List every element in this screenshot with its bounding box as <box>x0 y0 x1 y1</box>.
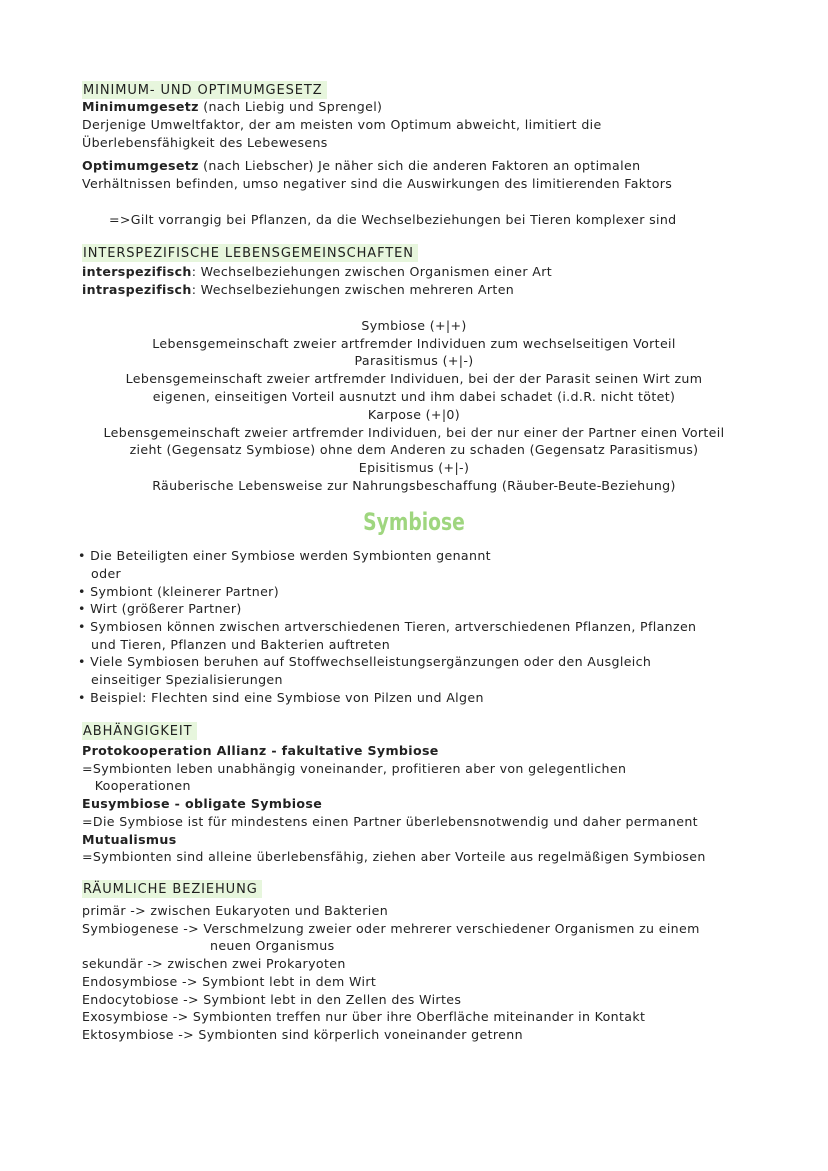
spatial-line: Endocytobiose -> Symbiont lebt in den Zellen des Wirtes <box>82 992 462 1007</box>
optimum-law-text-2: Verhältnissen befinden, umso negativer sind die Auswirkungen des limitierenden Faktors <box>82 176 673 191</box>
eusymbiosis-text: =Die Symbiose ist für mindestens einen Partner überlebensnotwendig und daher permanent <box>82 814 698 829</box>
spatial-line: Ektosymbiose -> Symbionten sind körperlich voneinander getrenn <box>82 1027 523 1042</box>
minimum-law-text-2: Überlebensfähigkeit des Lebewesens <box>82 135 328 150</box>
intraspecific-term: intraspezifisch <box>82 282 192 297</box>
protocooperation-text-1: =Symbionten leben unabhängig voneinander, profitieren aber von gelegentlichen <box>82 761 627 776</box>
spatial-line: Endosymbiose -> Symbiont lebt in dem Wirt <box>82 974 377 989</box>
bullet-item: • Viele Symbiosen beruhen auf Stoffwechselleistungsergänzungen oder den Ausgleich <box>78 654 652 669</box>
minimum-law-source: (nach Liebig und Sprengel) <box>198 99 383 114</box>
bullet-item: • Die Beteiligten einer Symbiose werden Symbionten genannt <box>78 548 491 563</box>
bullet-item: • Symbiosen können zwischen artverschiedenen Tieren, artverschiedenen Pflanzen, Pflanzen <box>78 619 697 634</box>
minimum-law-text-1: Derjenige Umweltfaktor, der am meisten vom Optimum abweicht, limitiert die <box>82 117 602 132</box>
heading-spatial-relation: RÄUMLICHE BEZIEHUNG <box>82 880 262 898</box>
center-line: Lebensgemeinschaft zweier artfremder Individuen, bei der nur einer der Partner einen Vorteil <box>103 425 725 440</box>
center-line: Räuberische Lebensweise zur Nahrungsbeschaffung (Räuber-Beute-Beziehung) <box>152 478 676 493</box>
bullet-item: oder <box>78 566 122 581</box>
center-line: zieht (Gegensatz Symbiose) ohne dem Anderen zu schaden (Gegensatz Parasitismus) <box>129 442 699 457</box>
interspecific-definition: : Wechselbeziehungen zwischen Organismen einer Art <box>191 264 553 279</box>
center-line: Parasitismus (+|-) <box>354 353 474 368</box>
interspecific-term: interspezifisch <box>82 264 192 279</box>
bullet-item: einseitiger Spezialisierungen <box>78 672 283 687</box>
bullet-item: • Symbiont (kleinerer Partner) <box>78 584 279 599</box>
minimum-law-term: Minimumgesetz <box>82 99 199 114</box>
spatial-line: neuen Organismus <box>210 938 335 953</box>
bullet-item: • Wirt (größerer Partner) <box>78 601 242 616</box>
bullet-item: und Tieren, Pflanzen und Bakterien auftreten <box>78 637 391 652</box>
mutualism-text: =Symbionten sind alleine überlebensfähig, ziehen aber Vorteile aus regelmäßigen Symbiosen <box>82 849 706 864</box>
symbiose-title: Symbiose <box>363 508 465 536</box>
intraspecific-line <box>82 281 514 298</box>
spatial-line: primär -> zwischen Eukaryoten und Bakterien <box>82 903 389 918</box>
center-line: Karpose (+|0) <box>367 407 461 422</box>
heading-dependence: ABHÄNGIGKEIT <box>82 722 197 740</box>
plants-note: =>Gilt vorrangig bei Pflanzen, da die Wechselbeziehungen bei Tieren komplexer sind <box>109 212 677 227</box>
spatial-line: sekundär -> zwischen zwei Prokaryoten <box>82 956 346 971</box>
optimum-law-line <box>82 157 640 174</box>
center-line: Episitismus (+|-) <box>358 460 470 475</box>
protocooperation-label: Protokooperation Allianz - fakultative Symbiose <box>82 743 439 758</box>
bullet-item: • Beispiel: Flechten sind eine Symbiose von Pilzen und Algen <box>78 690 484 705</box>
protocooperation-text-2: Kooperationen <box>86 778 191 793</box>
intraspecific-definition: : Wechselbeziehungen zwischen mehreren Arten <box>191 282 515 297</box>
optimum-law-text-1: (nach Liebscher) Je näher sich die anderen Faktoren an optimalen <box>198 158 641 173</box>
heading-minimum-optimum: MINIMUM- UND OPTIMUMGESETZ <box>82 81 327 99</box>
heading-interspecific: INTERSPEZIFISCHE LEBENSGEMEINSCHAFTEN <box>82 244 418 262</box>
center-line: eigenen, einseitigen Vorteil ausnutzt und ihm dabei schadet (i.d.R. nicht tötet) <box>152 389 676 404</box>
center-line: Lebensgemeinschaft zweier artfremder Individuen zum wechselseitigen Vorteil <box>152 336 676 351</box>
eusymbiosis-term <box>82 795 322 812</box>
center-line: Lebensgemeinschaft zweier artfremder Individuen, bei der der Parasit seinen Wirt zum <box>125 371 703 386</box>
center-line: Symbiose (+|+) <box>361 318 467 333</box>
protocooperation-term <box>82 742 439 759</box>
optimum-law-term: Optimumgesetz <box>82 158 199 173</box>
mutualism-term <box>82 831 177 848</box>
minimum-law-line <box>82 98 382 115</box>
interspecific-line <box>82 263 552 280</box>
spatial-line: Exosymbiose -> Symbionten treffen nur über ihre Oberfläche miteinander in Kontakt <box>82 1009 646 1024</box>
mutualism-label: Mutualismus <box>82 832 177 847</box>
eusymbiosis-label: Eusymbiose - obligate Symbiose <box>82 796 323 811</box>
spatial-line: Symbiogenese -> Verschmelzung zweier oder mehrerer verschiedener Organismen zu einem <box>82 921 700 936</box>
